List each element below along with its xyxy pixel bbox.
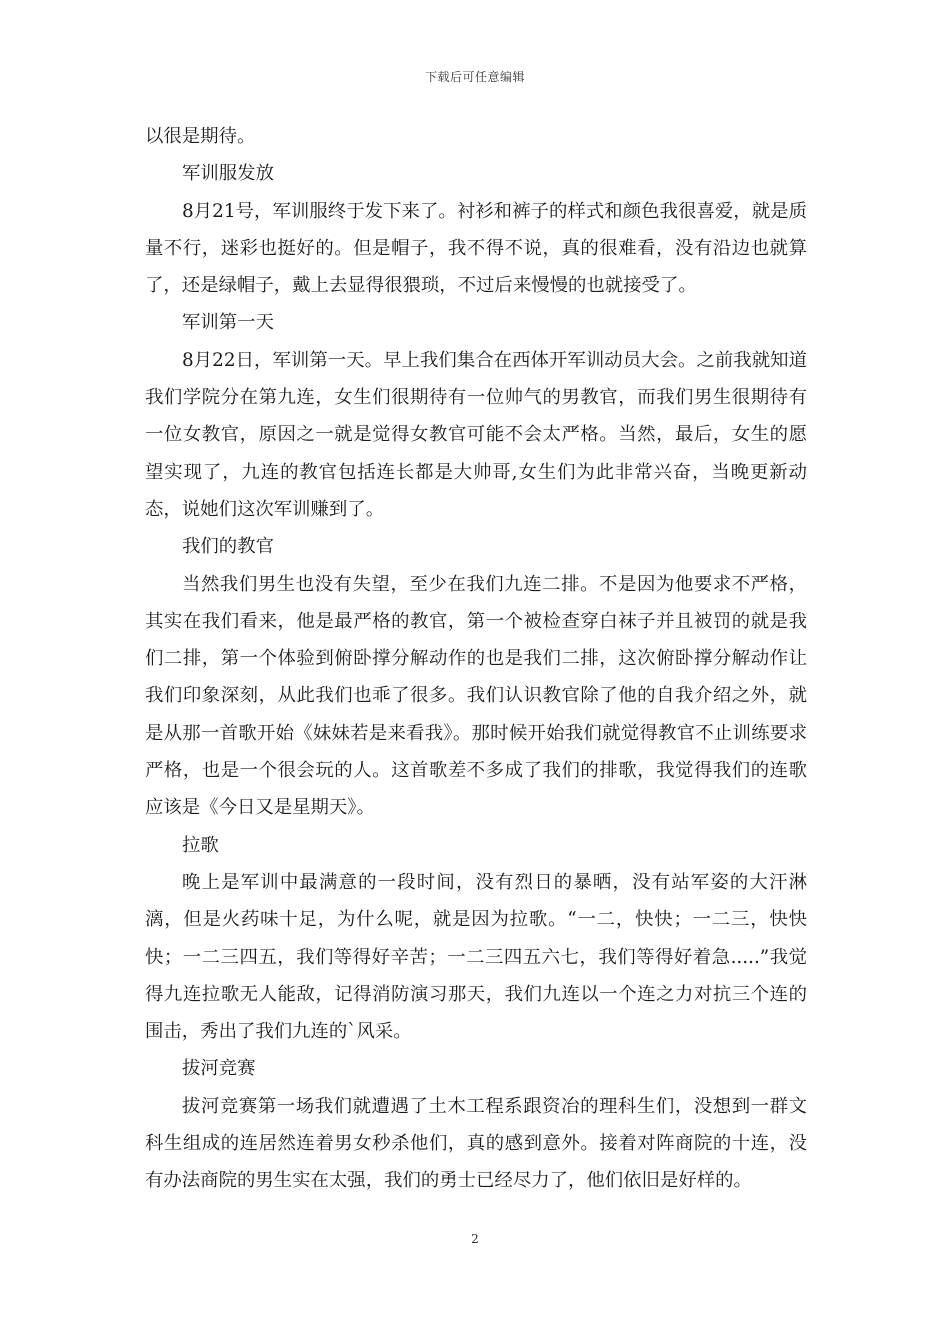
page-header: 下载后可任意编辑 (424, 70, 525, 84)
section-heading: 拔河竞赛 (182, 1058, 256, 1080)
paragraph: 以很是期待。 (145, 126, 256, 147)
paragraph: 当然我们男生也没有失望，至少在我们九连二排。不是因为他要求不严格，其实在我们看来，他是最严格的教官，第一个被检查穿白袜子并且被罚的就是我们二排，第一个体验到俯卧撑分解动作的也是我们二排，这次俯卧撑分解动作让我们印象深刻，从此我们也乖了很多。我们认识教官除了他的自我介绍之外，就是从那一首歌开始《妹妹若是来看我》。那时候开始我们就觉得教官不止训练要求严格，也是一个很会玩的人。这首歌差不多成了我们的排歌，我觉得我们的连歌应该是《今日又是星期天》。 (145, 573, 807, 819)
paragraph: 8月21号，军训服终于发下来了。衬衫和裤子的样式和颜色我很喜爱，就是质量不行，迷彩也挺好的。但是帽子，我不得不说，真的很难看，没有沿边也就算了，还是绿帽子，戴上去显得很猥琐，不过后来慢慢的也就接受了。 (145, 200, 807, 297)
paragraph: 晚上是军训中最满意的一段时间，没有烈日的暴晒，没有站军姿的大汗淋漓，但是火药味十足，为什么呢，就是因为拉歌。“一二，快快；一二三，快快快；一二三四五，我们等得好辛苦；一二三四五六七，我们等得好着急.....”我觉得九连拉歌无人能敌，记得消防演习那天，我们九连以一个连之力对抗三个连的围击，秀出了我们九连的`风采。 (145, 871, 807, 1043)
paragraph: 拔河竞赛第一场我们就遭遇了土木工程系跟资冶的理科生们，没想到一群文科生组成的连居然连着男女秒杀他们，真的感到意外。接着对阵商院的十连，没有办法商院的男生实在太强，我们的勇士已经尽力了，他们依旧是好样的。 (145, 1095, 807, 1192)
section-heading: 军训第一天 (182, 312, 274, 334)
document-body (145, 118, 807, 1200)
page-number: 2 (471, 1232, 479, 1246)
section-heading: 拉歌 (182, 834, 219, 856)
section-heading: 军训服发放 (182, 163, 274, 185)
paragraph: 8月22日，军训第一天。早上我们集合在西体开军训动员大会。之前我就知道我们学院分在第九连，女生们很期待有一位帅气的男教官，而我们男生很期待有一位女教官，原因之一就是觉得女教官可能不会太严格。当然，最后，女生的愿望实现了，九连的教官包括连长都是大帅哥,女生们为此非常兴奋，当晚更新动态，说她们这次军训赚到了。 (145, 349, 807, 520)
section-heading: 我们的教官 (182, 536, 274, 558)
